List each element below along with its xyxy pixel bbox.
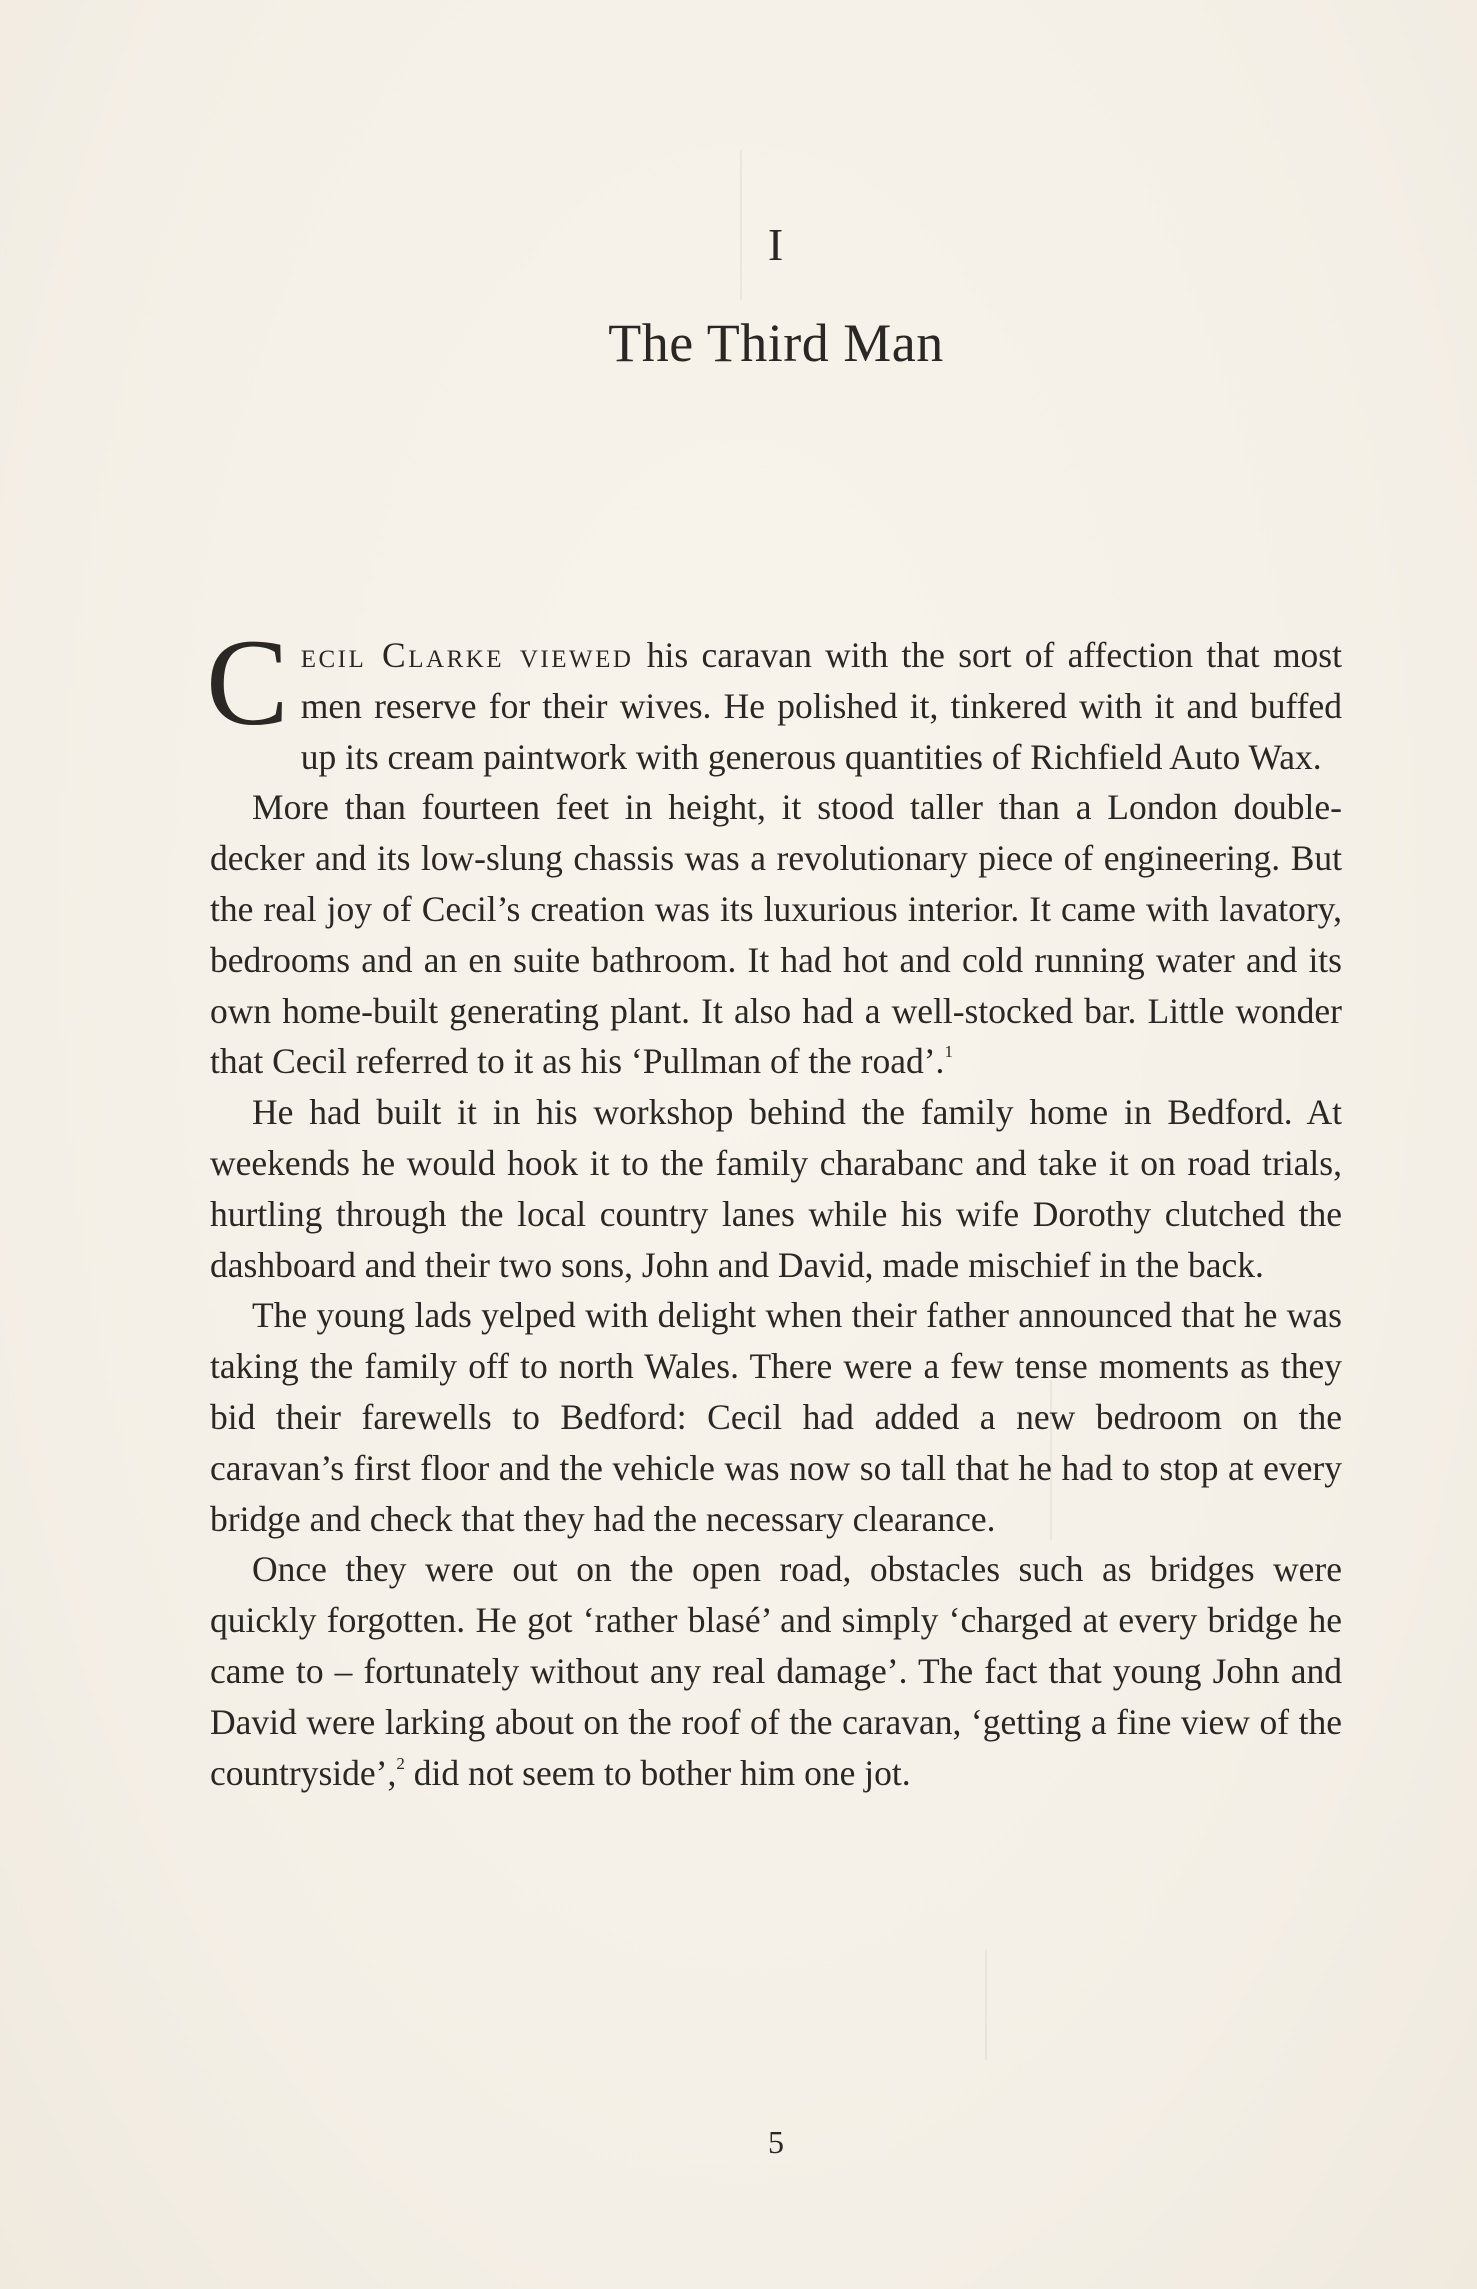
- drop-cap: C: [206, 614, 289, 751]
- paragraph-text: The young lads yelped with delight when their father announced that he was taking the family off to north Wales. There were a few tense moments as they bid their farewells to Bedford: Cecil had added a new bedroom on the caravan’s first floor and the vehicle was now so tall that he had to stop at every bridge and check that they had the necessary clearance.: [210, 1295, 1342, 1539]
- paragraph-text: did not seem to bother him one jot.: [404, 1752, 911, 1793]
- paragraph-text: He had built it in his workshop behind the family home in Bedford. At weekends he would hook it to the family charabanc and take it on road trials, hurtling through the local country lanes while his wife Dorothy clutched the dashboard and their two sons, John and David, made mischief in the back.: [210, 1092, 1342, 1285]
- chapter-body: [206, 614, 1342, 1798]
- paragraph-3: [210, 1087, 1342, 1290]
- paragraph-text: his caravan with the sort of affection that most men reserve for their wives. He polished it, tinkered with it and buffed up its cream paintwork with generous quantities of Richfield Auto Wax.: [300, 635, 1342, 777]
- chapter-title: The Third Man: [608, 313, 944, 373]
- paragraph-4: [210, 1290, 1342, 1544]
- footnote-marker: 1: [944, 1042, 953, 1062]
- lead-in-small-caps: ecil Clarke viewed: [300, 635, 634, 675]
- paragraph-5: [210, 1544, 1342, 1798]
- show-through-mark: [985, 1950, 987, 2060]
- chapter-number: I: [767, 219, 785, 270]
- paragraph-2: [210, 782, 1342, 1087]
- paragraph-text: More than fourteen feet in height, it stood taller than a London double-decker and its low-slung chassis was a revolutionary piece of engineering. But the real joy of Cecil’s creation was its luxurious interior. It came with lavatory, bedrooms and an en suite bathroom. It had hot and cold running water and its own home-built generating plant. It also had a well-stocked bar. Little wonder that Cecil referred to it as his ‘Pullman of the road’.: [210, 787, 1342, 1082]
- paragraph-1: [206, 614, 1342, 782]
- paragraph-text: Once they were out on the open road, obstacles such as bridges were quickly forgotten. He got ‘rather blasé’ and simply ‘charged at every bridge he came to – fortunately without any real damage’. The fact that young John and David were larking about on the roof of the caravan, ‘getting a fine view of the countryside’,: [210, 1549, 1342, 1793]
- footnote-marker: 2: [396, 1753, 405, 1773]
- page-number: 5: [768, 2124, 784, 2160]
